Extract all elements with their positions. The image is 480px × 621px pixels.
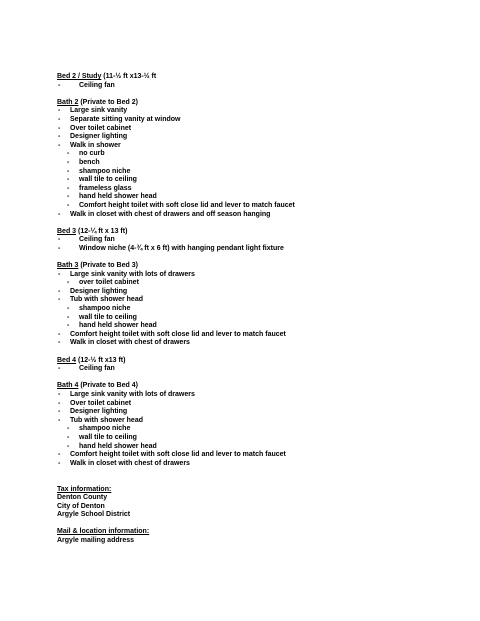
list-item: - Window niche (4-¾ ft x 6 ft) with hanging pendant light fixture	[57, 245, 457, 254]
bath2-heading-title: Bath 2	[57, 98, 79, 106]
bed4-heading-dimensions: (12-½ ft x13 ft)	[76, 356, 126, 364]
bed2-heading-dimensions: (11-½ ft x13-½ ft	[101, 73, 157, 80]
tax-heading: Tax information:	[57, 485, 112, 493]
list-item: - Over toilet cabinet	[57, 400, 457, 409]
tax-section	[57, 486, 457, 520]
bed4-heading-title: Bed 4	[57, 356, 77, 364]
list-item: - Ceiling fan	[57, 82, 457, 91]
bath2-heading	[57, 99, 457, 108]
list-item: - Designer lighting	[57, 288, 457, 297]
list-item: - Comfort height toilet with soft close lid and lever to match faucet	[57, 451, 457, 460]
list-item: - Ceiling fan	[57, 365, 457, 374]
list-item: - Tub with shower head	[57, 296, 457, 305]
document-page	[57, 73, 457, 554]
bed3-heading-title: Bed 3	[57, 227, 77, 235]
tax-line: Argyle School District	[57, 511, 131, 519]
bed4-heading	[57, 357, 457, 366]
list-item: - Over toilet cabinet	[57, 125, 457, 134]
bed2-section	[57, 73, 457, 90]
list-item: - Designer lighting	[57, 408, 457, 417]
sub-list-item: - wall tile to ceiling	[57, 176, 457, 185]
sub-list-item: - hand held shower head	[57, 443, 457, 452]
bed3-heading	[57, 228, 457, 237]
bed3-heading-dimensions: (12-¼ ft x 13 ft)	[76, 227, 128, 235]
list-item: - Large sink vanity with lots of drawers	[57, 271, 457, 280]
list-item: - Ceiling fan	[57, 236, 457, 245]
sub-list-item: - shampoo niche	[57, 305, 457, 314]
list-item: - Comfort height toilet with soft close lid and lever to match faucet	[57, 331, 457, 340]
list-item: - Designer lighting	[57, 133, 457, 142]
bed3-section	[57, 228, 457, 254]
bath4-heading-note: (Private to Bed 4)	[78, 382, 138, 390]
bath3-section	[57, 262, 457, 348]
sub-list-item: - hand held shower head	[57, 193, 457, 202]
list-item: - Large sink vanity	[57, 107, 457, 116]
list-item: - Walk in closet with chest of drawers	[57, 339, 457, 348]
bed2-heading	[57, 73, 457, 82]
sub-list-item: - shampoo niche	[57, 425, 457, 434]
bath3-heading-note: (Private to Bed 3)	[78, 262, 138, 270]
mail-heading: Mail & location information:	[57, 528, 150, 536]
sub-list-item: - hand held shower head	[57, 322, 457, 331]
list-item: - Walk in closet with chest of drawers and off season hanging	[57, 211, 457, 220]
tax-line: Denton County	[57, 494, 108, 502]
list-item: - Large sink vanity with lots of drawers	[57, 391, 457, 400]
bed2-heading-title: Bed 2 / Study	[57, 73, 102, 80]
sub-list-item: - wall tile to ceiling	[57, 434, 457, 443]
list-item: - Walk in shower	[57, 142, 457, 151]
bath3-heading-title: Bath 3	[57, 262, 79, 270]
tax-line: City of Denton	[57, 502, 105, 510]
sub-list-item: - over toilet cabinet	[57, 279, 457, 288]
list-item: - Tub with shower head	[57, 417, 457, 426]
bath2-section	[57, 99, 457, 219]
bed4-section	[57, 357, 457, 374]
bath4-heading	[57, 382, 457, 391]
sub-list-item: - shampoo niche	[57, 168, 457, 177]
sub-list-item: - frameless glass	[57, 185, 457, 194]
sub-list-item: - no curb	[57, 150, 457, 159]
list-item: - Walk in closet with chest of drawers	[57, 460, 457, 469]
bath2-heading-note: (Private to Bed 2)	[78, 98, 138, 106]
list-item: - Separate sitting vanity at window	[57, 116, 457, 125]
mail-section	[57, 528, 457, 545]
sub-list-item: - Comfort height toilet with soft close lid and lever to match faucet	[57, 202, 457, 211]
bath3-heading	[57, 262, 457, 271]
sub-list-item: - wall tile to ceiling	[57, 314, 457, 323]
bath4-heading-title: Bath 4	[57, 382, 79, 390]
sub-list-item: - bench	[57, 159, 457, 168]
mail-line: Argyle mailing address	[57, 537, 135, 545]
bath4-section	[57, 382, 457, 468]
